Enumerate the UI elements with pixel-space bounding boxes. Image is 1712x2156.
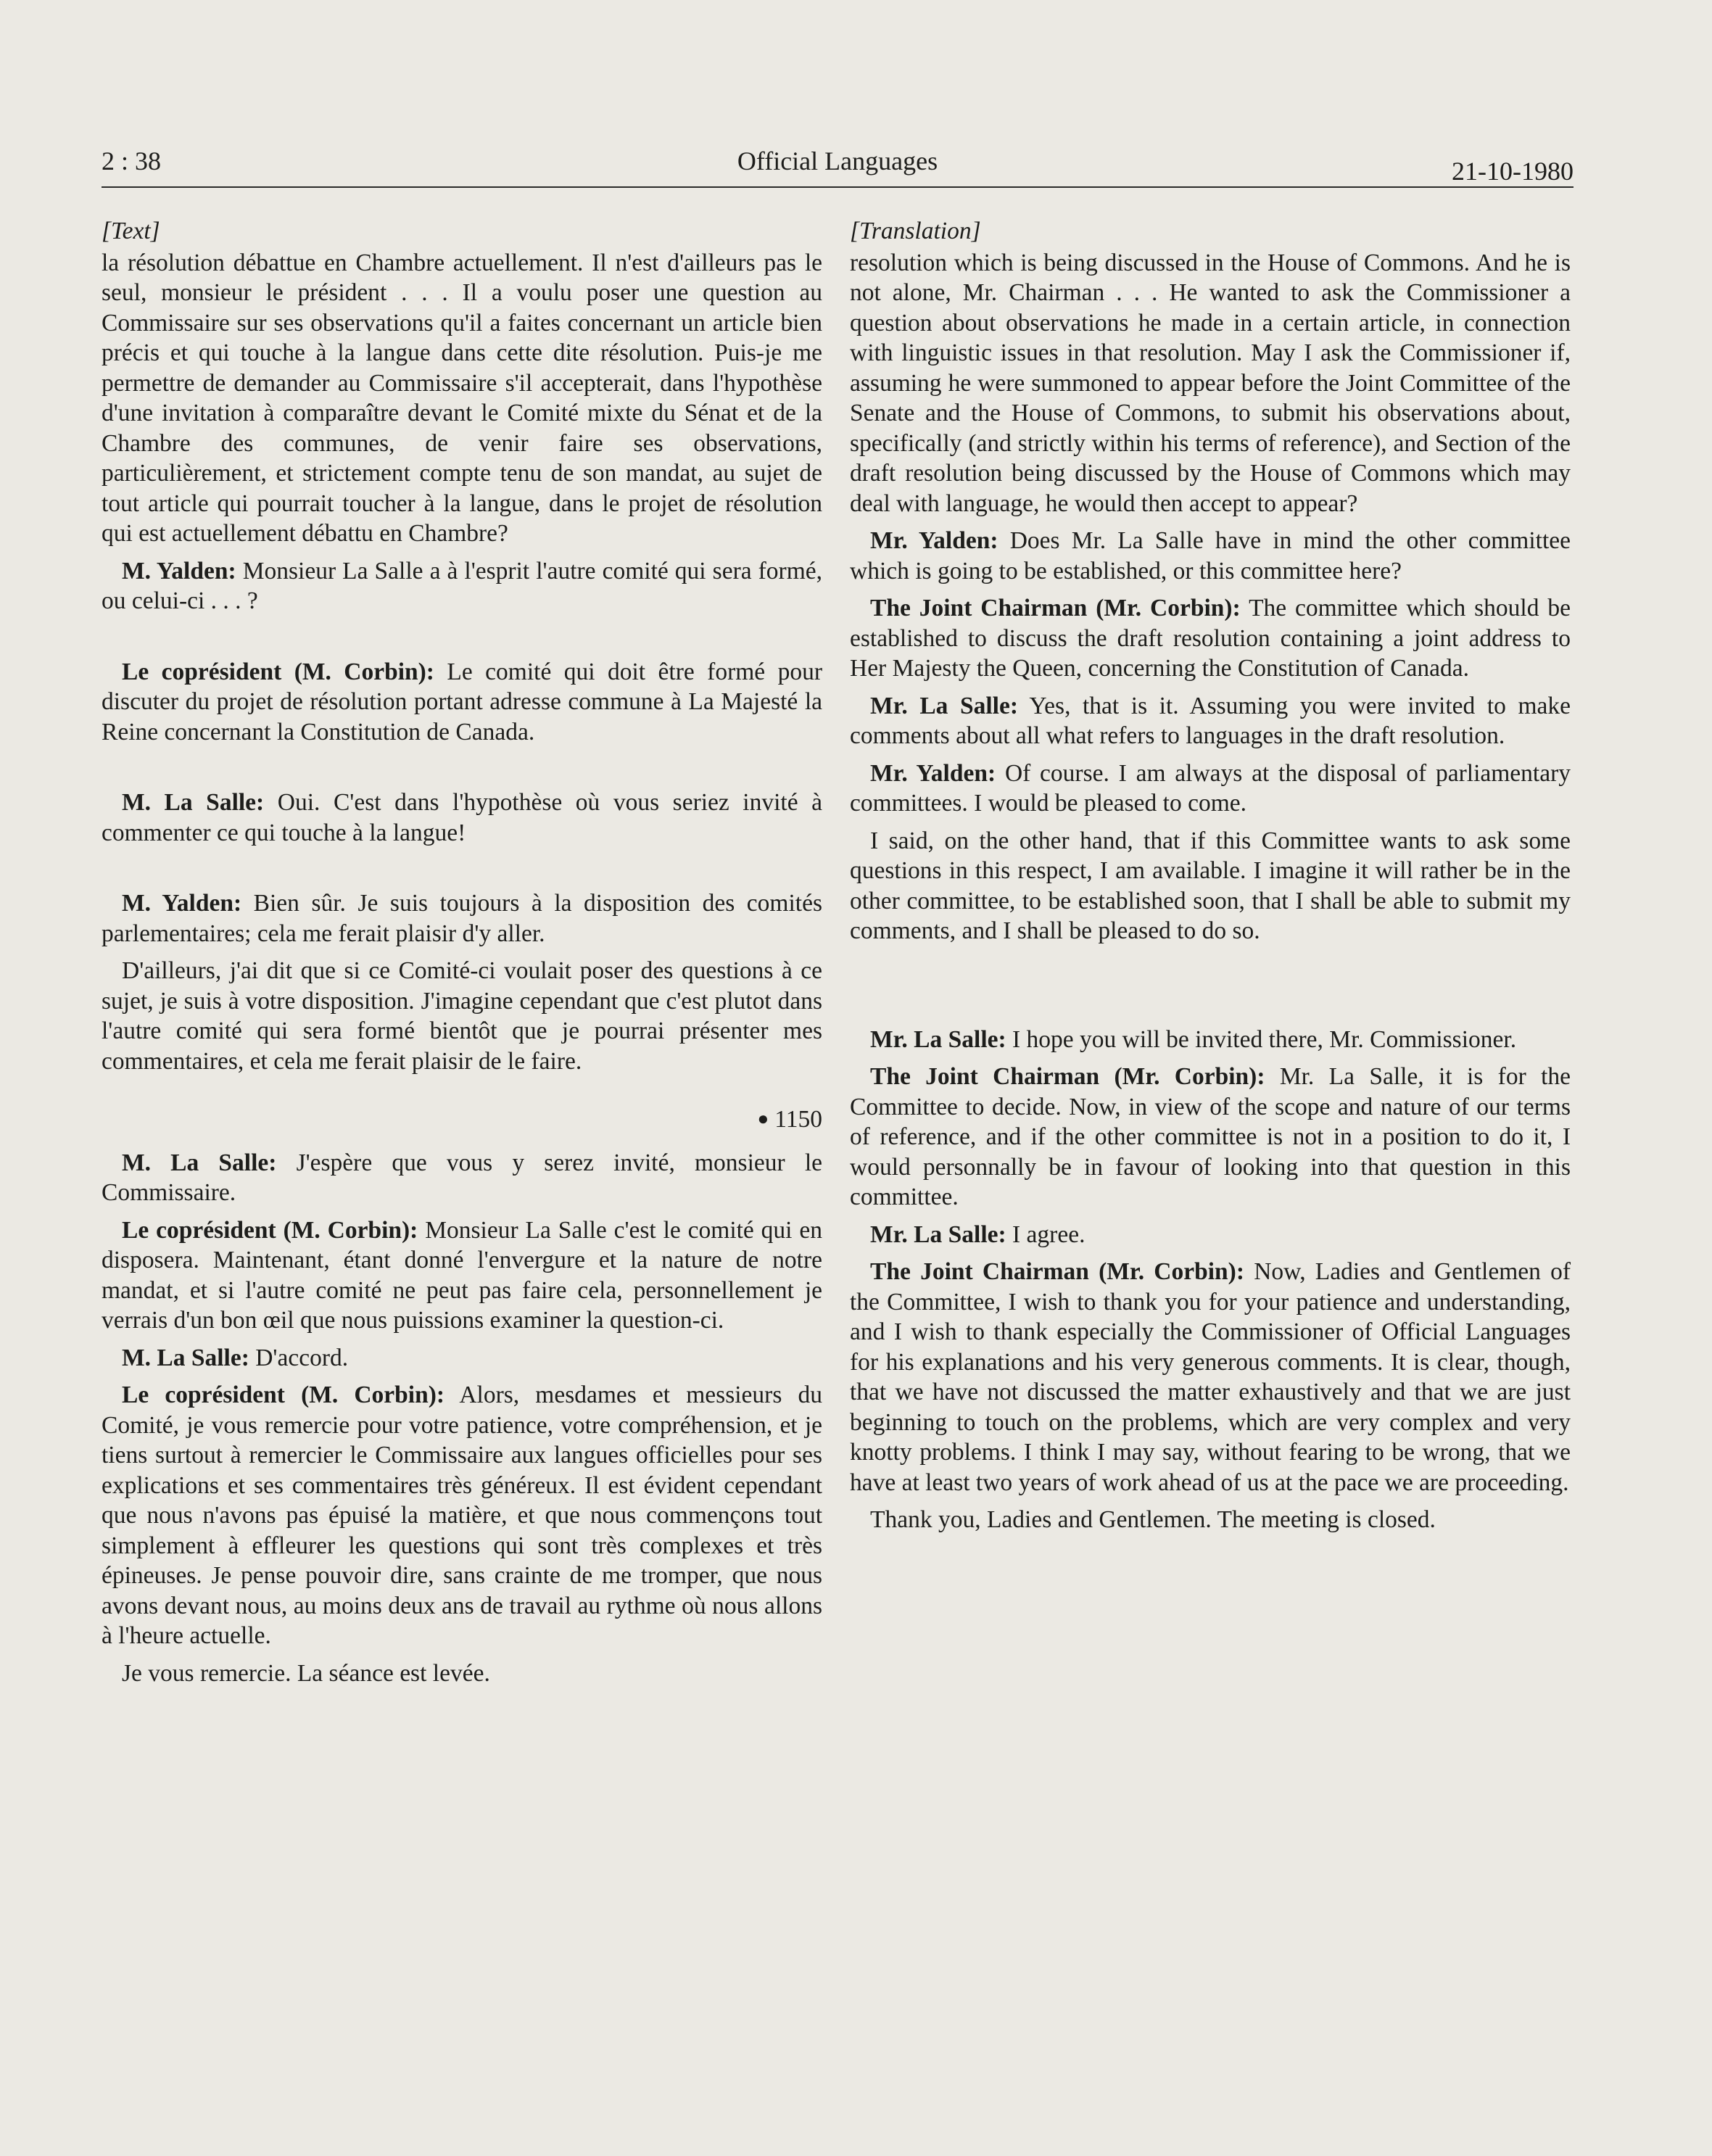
- paragraph: I said, on the other hand, that if this Committee wants to ask some questions in this respect, I am available. I imagine it will rather be in the other committee, to be established soon, that I shall be able to submit my comments, and I shall be pleased to do so.: [850, 827, 1571, 944]
- speech-corbin-1: [850, 593, 1571, 684]
- speech-lasalle-1: [850, 691, 1571, 751]
- speaker-name: Le coprésident (M. Corbin):: [122, 1381, 445, 1408]
- speech-text: Alors, mesdames et messieurs du Comité, je vous remercie pour votre patience, votre compréhension, et je tiens surtout à remercier le Commissaire aux langues officielles pour ses explications et ses commentaires très généreux. Il est évident cependant que nous n'avons pas épuisé la matière, et que nous commençons tout simplement à effleurer les questions qui sont très complexes et très épineuses. Je pense pouvoir dire, sans crainte de me tromper, que nous avons devant nous, au moins deux ans de travail au rythme où nous allons à l'heure actuelle.: [102, 1381, 822, 1649]
- speaker-name: Mr. Yalden:: [870, 759, 996, 787]
- speech-text: D'accord.: [255, 1344, 349, 1371]
- speech-lasalle-2: [850, 1025, 1571, 1055]
- paragraph: la résolution débattue en Chambre actuellement. Il n'est d'ailleurs pas le seul, monsieur le président . . . Il a voulu poser une question au Commissaire sur ses observations qu'il a faites concernant un article bien précis et qui touche à la langue dans cette dite résolution. Puis-je me permettre de demander au Commissaire s'il accepterait, dans l'hypothèse d'une invitation à comparaître devant le Comité mixte du Sénat et de la Chambre des communes, de venir faire ses observations, particulièrement, et strictement compte tenu de son mandat, au sujet de tout article qui pourrait toucher à la langue, dans le projet de résolution qui est actuellement débattu en Chambre?: [102, 249, 822, 547]
- header-date: 21-10-1980: [1452, 157, 1574, 186]
- speaker-name: The Joint Chairman (Mr. Corbin):: [870, 1063, 1265, 1090]
- speech-lasalle-3: [102, 1343, 822, 1374]
- speech-corbin-2: [850, 1062, 1571, 1213]
- speaker-name: M. Yalden:: [122, 557, 236, 585]
- speech-yalden-1: [102, 556, 822, 616]
- speaker-name: Le coprésident (M. Corbin):: [122, 658, 434, 685]
- speech-yalden-1: [850, 526, 1571, 586]
- speech-text: Monsieur La Salle a à l'esprit l'autre comité qui sera formé, ou celui-ci . . . ?: [102, 557, 823, 614]
- speech-yalden-2: [102, 888, 822, 949]
- column-label-translation: [Translation]: [850, 218, 981, 244]
- speaker-name: M. La Salle:: [122, 1344, 249, 1371]
- speech-corbin-3: [102, 1380, 822, 1651]
- running-title: Official Languages: [737, 146, 938, 175]
- speech-text: I hope you will be invited there, Mr. Commissioner.: [1012, 1025, 1517, 1053]
- speaker-name: Mr. Yalden:: [870, 527, 998, 554]
- speech-text: Of course. I am always at the disposal of parliamentary committees. I would be pleased to come.: [850, 759, 1571, 817]
- french-column: [102, 216, 822, 1696]
- speaker-name: The Joint Chairman (Mr. Corbin):: [870, 595, 1241, 621]
- speech-text: Bien sûr. Je suis toujours à la disposition des comités parlementaires; cela me ferait plaisir d'y aller.: [102, 890, 822, 947]
- speech-text: The committee which should be established to discuss the draft resolution containing a joint address to Her Majesty the Queen, concerning the Constitution of Canada.: [850, 595, 1571, 682]
- speaker-name: The Joint Chairman (Mr. Corbin):: [870, 1258, 1244, 1285]
- speech-lasalle-3: [850, 1220, 1571, 1250]
- speaker-name: M. La Salle:: [122, 1149, 277, 1176]
- header-rule: [102, 186, 1574, 188]
- speaker-name: M. La Salle:: [122, 789, 265, 816]
- time-marker: [102, 1104, 822, 1135]
- speech-text: Le comité qui doit être formé pour discuter du projet de résolution portant adresse commune à La Majesté la Reine concernant la Constitution de Canada.: [102, 658, 822, 745]
- column-label-text: [Text]: [102, 218, 160, 244]
- speaker-name: Mr. La Salle:: [870, 692, 1019, 719]
- paragraph: Je vous remercie. La séance est levée.: [122, 1659, 490, 1687]
- speech-lasalle-1: [102, 788, 822, 848]
- speech-text: Oui. C'est dans l'hypothèse où vous seriez invité à commenter ce qui touche à la langue!: [102, 789, 823, 846]
- speech-lasalle-2: [102, 1148, 822, 1208]
- speech-yalden-2: [850, 759, 1571, 819]
- page-header: [102, 141, 1574, 186]
- speech-corbin-1: [102, 657, 822, 748]
- speech-corbin-2: [102, 1215, 822, 1336]
- speech-text: I agree.: [1012, 1221, 1085, 1248]
- paragraph: resolution which is being discussed in the House of Commons. And he is not alone, Mr. Chairman . . . He wanted to ask the Commissioner a question about observations he made in a certain article, in connection with linguistic issues in that resolution. May I ask the Commissioner if, assuming he were summoned to appear before the Joint Committee of the Senate and the House of Commons, to submit his observations about, specifically (and strictly within his terms of reference), and Section of the draft resolution being discussed by the House of Commons which may deal with language, he would then accept to appear?: [850, 249, 1571, 517]
- speech-text: Now, Ladies and Gentlemen of the Committee, I wish to thank you for your patience and understanding, and I wish to thank especially the Commissioner of Official Languages for his explanations and his very generous comments. It is clear, though, that we have not discussed the matter exhaustively and that we are just beginning to touch on the problems, which are very complex and very knotty problems. I think I may say, without fearing to be wrong, that we have at least two years of work ahead of us at the pace we are proceeding.: [850, 1258, 1571, 1496]
- page-number: 2 : 38: [102, 146, 162, 175]
- english-column: [850, 216, 1571, 1542]
- speaker-name: Le coprésident (M. Corbin):: [122, 1216, 418, 1244]
- speaker-name: Mr. La Salle:: [870, 1025, 1006, 1053]
- speech-text: Yes, that is it. Assuming you were invited to make comments about all what refers to languages in the draft resolution.: [850, 692, 1571, 749]
- speech-text: Does Mr. La Salle have in mind the other committee which is going to be established, or this committee here?: [850, 527, 1571, 585]
- speech-text: Mr. La Salle, it is for the Committee to decide. Now, in view of the scope and nature of our terms of reference, and if the other committee is not in a position to do it, I would personnally be in favour of looking into that question in this committee.: [850, 1063, 1571, 1210]
- bullet-icon: ●: [757, 1108, 769, 1129]
- speech-corbin-3: [850, 1257, 1571, 1498]
- speaker-name: Mr. La Salle:: [870, 1221, 1006, 1248]
- paragraph: D'ailleurs, j'ai dit que si ce Comité-ci voulait poser des questions à ce sujet, je suis à votre disposition. J'imagine cependant que c'est plutot dans l'autre comité qui sera formé bientôt que je pourrai présenter mes commentaires, et cela me ferait plaisir de le faire.: [102, 957, 822, 1075]
- time-marker-text: 1150: [774, 1106, 822, 1133]
- paragraph: Thank you, Ladies and Gentlemen. The meeting is closed.: [870, 1506, 1436, 1533]
- speech-text: Monsieur La Salle c'est le comité qui en disposera. Maintenant, étant donné l'envergure et la nature de notre mandat, et si l'autre comité ne peut pas faire cela, personnellement je verrais d'un bon œil que nous puissions examiner la question-ci.: [102, 1216, 822, 1334]
- speaker-name: M. Yalden:: [122, 890, 242, 917]
- speech-text: J'espère que vous y serez invité, monsieur le Commissaire.: [102, 1149, 822, 1206]
